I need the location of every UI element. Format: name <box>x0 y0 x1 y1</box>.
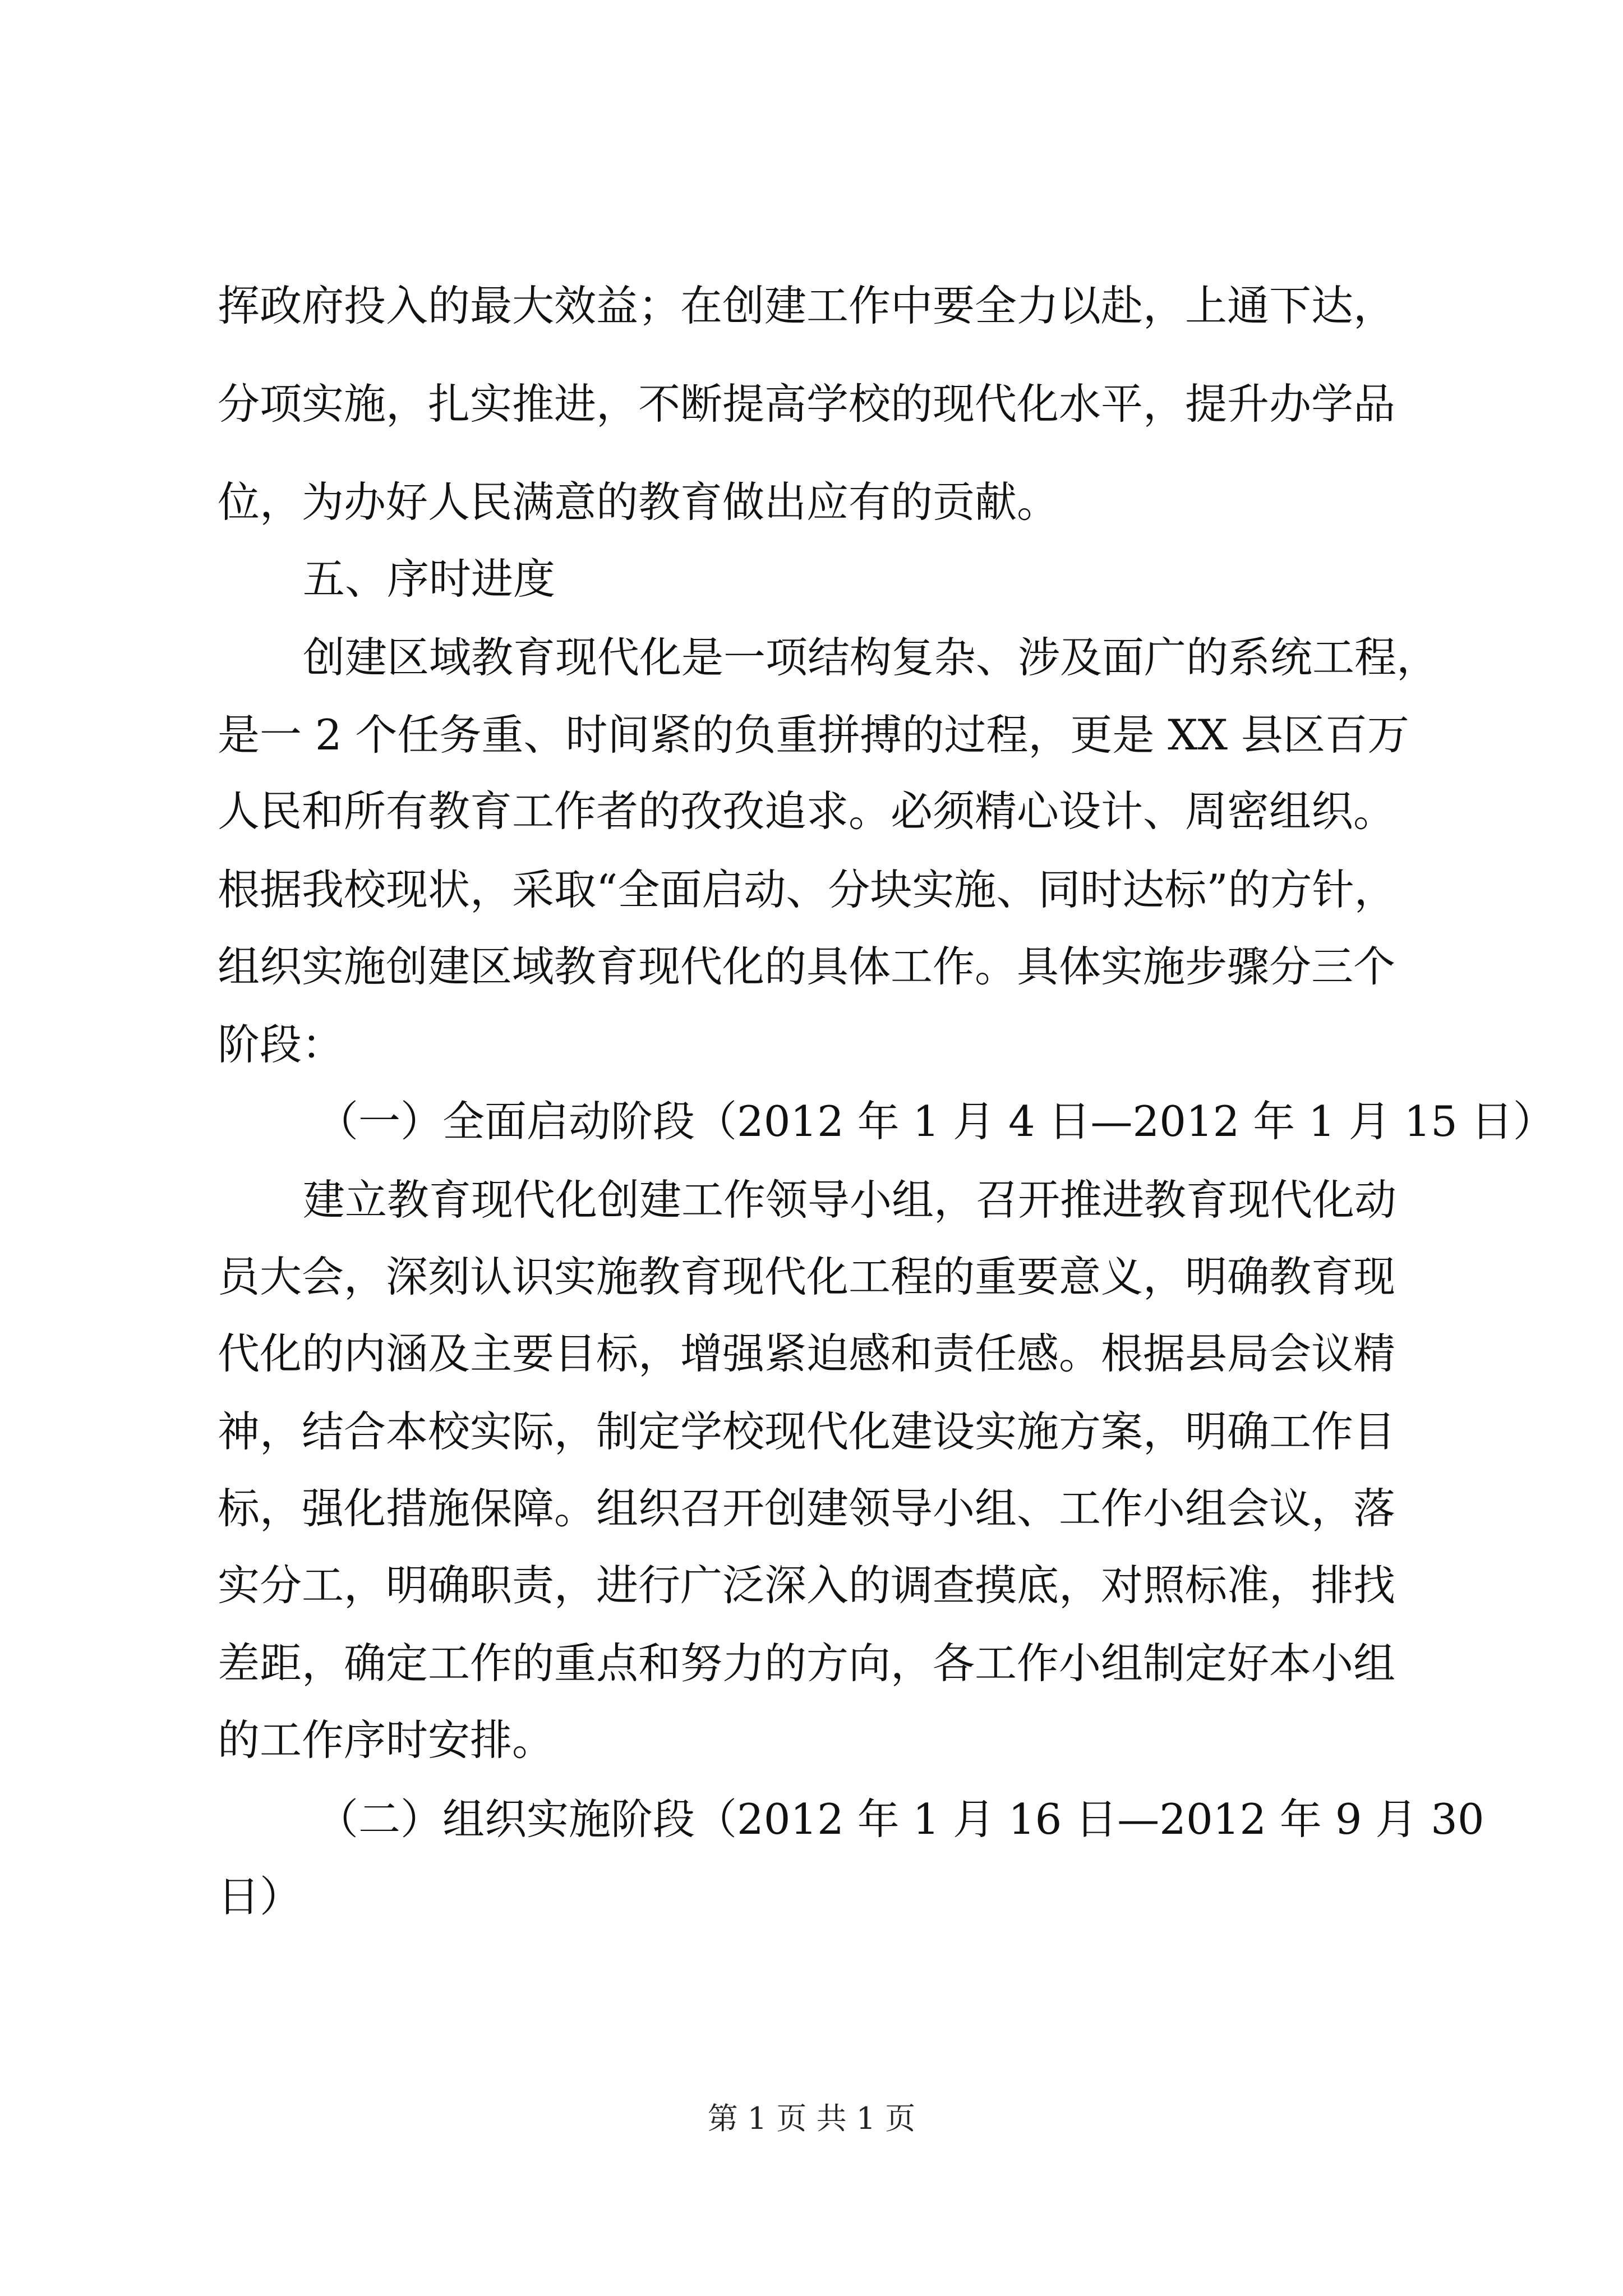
text-line: 分项实施，扎实推进，不断提高学校的现代化水平，提升办学品 <box>218 379 1396 429</box>
text-line: 日） <box>218 1872 302 1921</box>
text-line: 创建区域教育现代化是一项结构复杂、涉及面广的系统工程， <box>303 633 1439 682</box>
text-line: 挥政府投入的最大效益；在创建工作中要全力以赴，上通下达， <box>218 281 1396 330</box>
text-line: 阶段： <box>218 1020 344 1069</box>
subsection-heading: （二）组织实施阶段（2012 年 1 月 16 日—2012 年 9 月 30 <box>316 1795 1484 1844</box>
text-line: 员大会，深刻认识实施教育现代化工程的重要意义，明确教育现 <box>218 1252 1396 1301</box>
text-line: 是一 2 个任务重、时间紧的负重拼搏的过程，更是 XX 县区百万 <box>218 710 1409 760</box>
text-line: 人民和所有教育工作者的孜孜追求。必须精心设计、周密组织。 <box>218 786 1396 836</box>
section-heading: 五、序时进度 <box>303 554 556 604</box>
text-line: 神，结合本校实际，制定学校现代化建设实施方案，明确工作目 <box>218 1407 1396 1456</box>
subsection-heading: （一）全面启动阶段（2012 年 1 月 4 日—2012 年 1 月 15 日） <box>316 1097 1555 1146</box>
text-line: 建立教育现代化创建工作领导小组，召开推进教育现代化动 <box>303 1175 1397 1225</box>
text-line: 代化的内涵及主要目标，增强紧迫感和责任感。根据县局会议精 <box>218 1329 1396 1378</box>
text-line: 差距，确定工作的重点和努力的方向，各工作小组制定好本小组 <box>218 1639 1396 1688</box>
text-line: 组织实施创建区域教育现代化的具体工作。具体实施步骤分三个 <box>218 942 1396 991</box>
page-footer: 第 1 页 共 1 页 <box>707 2101 916 2136</box>
text-line: 的工作序时安排。 <box>218 1715 555 1765</box>
text-line: 实分工，明确职责，进行广泛深入的调查摸底，对照标准，排找 <box>218 1561 1396 1610</box>
text-line: 位，为办好人民满意的教育做出应有的贡献。 <box>218 477 1059 527</box>
text-line: 根据我校现状，采取“全面启动、分块实施、同时达标”的方针， <box>218 865 1396 914</box>
text-line: 标，强化措施保障。组织召开创建领导小组、工作小组会议，落 <box>218 1484 1396 1533</box>
